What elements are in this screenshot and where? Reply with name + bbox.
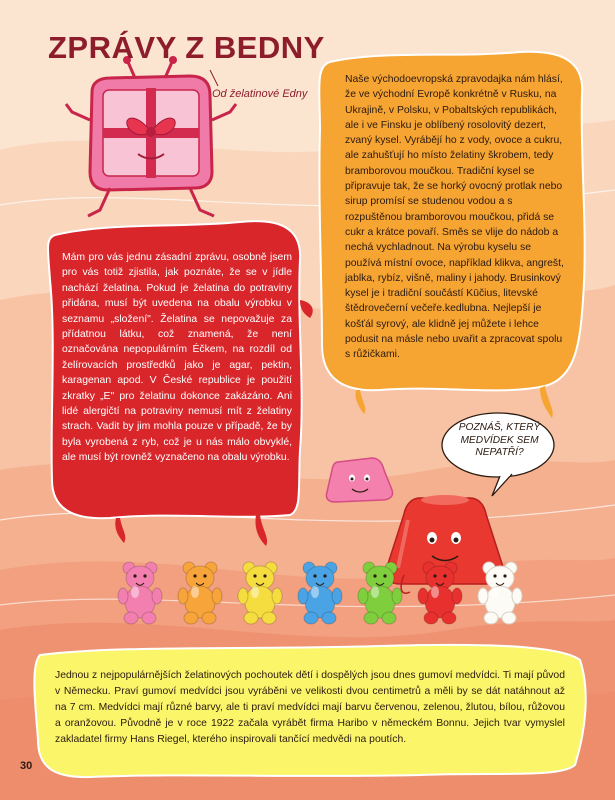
speech-bubble-text: POZNÁŠ, KTERÝ MEDVÍDEK SEM NEPATŘÍ? (458, 422, 541, 458)
gummy-bear-pink (118, 562, 162, 624)
page-title: ZPRÁVY Z BEDNY (48, 30, 325, 65)
page-subtitle: Od želatinové Edny (212, 88, 308, 100)
gummy-bear-green (358, 562, 402, 624)
page-number: 30 (20, 760, 33, 772)
gummy-bear-orange (178, 562, 222, 624)
gummy-bear-red (418, 562, 462, 624)
article-gummy-bears-text: Jednou z nejpopulárnějších želatinových pochoutek dětí i dospělých jsou dnes gumoví medvídci. Ti mají původ v Německu. Praví gumoví medvídci jsou vyráběni ve velikosti dvou centimetrů a měli by se dát natáhnout až na 7 cm. Medvídci mají různé barvy, ale ti praví medvídci mají barvu červenou, zelenou, žlutou, bílou, růžovou a oranžovou. Původně je v roce 1922 začala vyrábět firma Haribo v německém Bonnu. Jejich tvar vymyslel zakladatel firmy Hans Riegel, kterého inspirovali tančící medvědi na poutích. (55, 670, 565, 745)
pink-jelly-character (326, 458, 392, 502)
article-kysel-text: Naše východoevropská zpravodajka nám hlásí, že ve východní Evropě konkrétně v Rusku, na Ukrajině, v Polsku, v Pobaltských republikách, ale i ve Finsku je oblíbený rosolovitý dezert, zvaný kysel. Vyrábějí ho z vody, ovoce a cukru, ale zahušťují ho místo želatiny škrobem, tedy bramborovou moučkou. Tradiční kysel se připravuje tak, že se horký ovocný protlak nebo sirup promísí se studenou vodou a s rozpuštěnou bramborovou moučkou, přidá se cukr a krátce povaří. Směs se vlije do nádob a nechá vychladnout. Na výrobu kyselu se používá místní ovoce, například klikva, angrešt, jablka, rybíz, višně, maliny i jahody. Brusinkový kysel je i tradiční součástí Kūčius, litevské štědrovečerní večeře.kedlubna. Nejlepší je košťál syrový, ale klidně jej můžete i lehce podusit na másle nebo uvařit a zpracovat spolu s růžičkami. (345, 74, 564, 361)
gummy-bear-yellow (238, 562, 282, 624)
article-gelatin-text: Mám pro vás jednu zásadní zprávu, osobně jsem pro vás totiž zjistila, jak poznáte, že se v jídle nachází želatina. Pokud je želatina do potraviny přidána, musí být uvedena na obalu výrobku v seznamu „složení". Želatina se nepovažuje za přídatnou látku, což znamená, že není označována nepopulárním Éčkem, na rozdíl od želírovacích prostředků jako je agar, pektin, karagenan apod. V České republice je použití zkratky „E" pro želatinu dokonce zakázáno. Ani lidé alergičtí na potraviny nemusí mít z želatiny strach. Vadit by jim mohla pouze v případě, že by byla vyrobená z ryb, což je u nás málo obvyklé, ale musí být rovněž vyznačeno na obalu výrobku. (62, 252, 292, 464)
gummy-bear-white (478, 562, 522, 624)
gummy-bear-blue (298, 562, 342, 624)
